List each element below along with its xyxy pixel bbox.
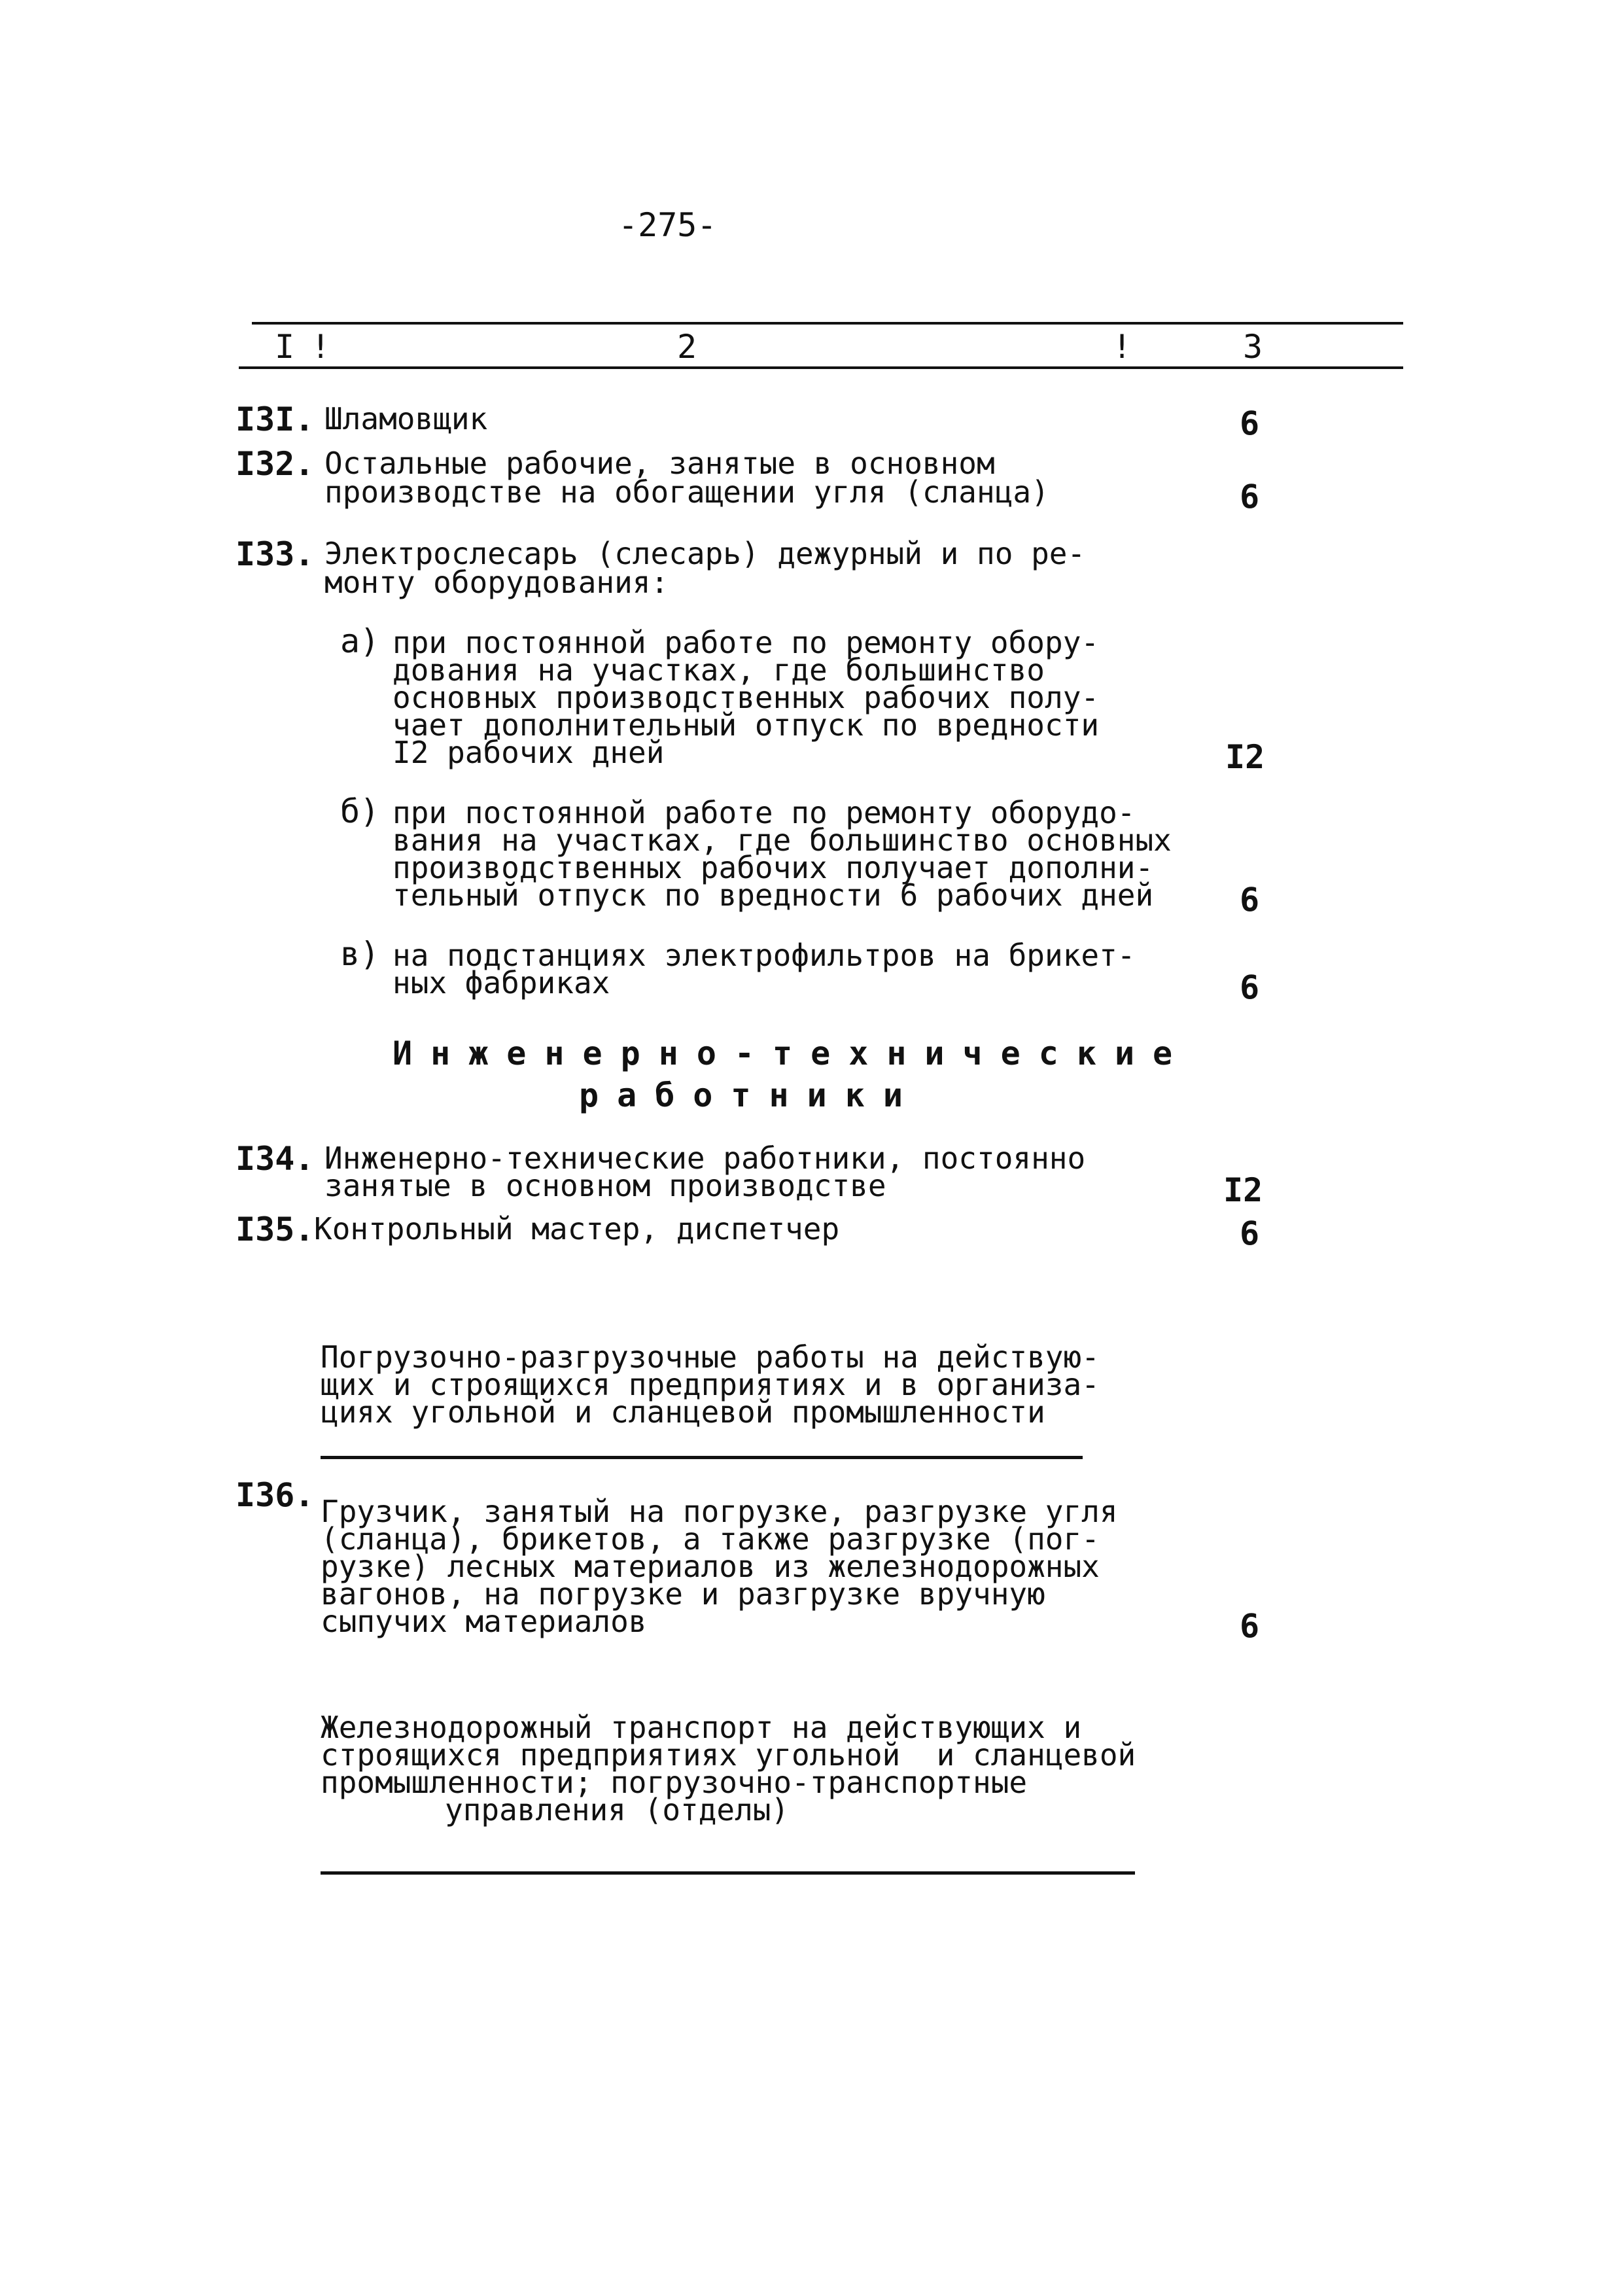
row-text: рузке) лесных материалов из железнодорожных (321, 1549, 1100, 1584)
subitem-text: ных фабриках (393, 965, 610, 1000)
subitem-text: I2 рабочих дней (393, 735, 665, 770)
row-text: Шламовщик (324, 401, 488, 436)
row-text: Грузчик, занятый на погрузке, разгрузке угля (321, 1494, 1118, 1529)
subitem-label: а) (340, 622, 380, 660)
subitem-text: при постоянной работе по ремонту обору- (393, 625, 1100, 660)
row-value: 6 (1240, 404, 1260, 442)
subitem-text: производственных рабочих получает дополни- (393, 850, 1154, 885)
row-text: монту оборудования: (324, 565, 669, 600)
row-text: производстве на обогащении угля (сланца) (324, 474, 1049, 510)
heading-line: строящихся предприятиях угольной и сланцевой (321, 1737, 1136, 1773)
subitem-label: в) (340, 935, 380, 973)
header-sep1: ! (311, 328, 331, 366)
header-sep2: ! (1112, 328, 1132, 366)
row-text: сыпучих материалов (321, 1604, 647, 1639)
subitem-text: дования на участках, где большинство (393, 652, 1045, 688)
subitem-text: чает дополнительный отпуск по вредности (393, 707, 1100, 743)
subitem-text: на подстанциях электрофильтров на брикет- (393, 938, 1136, 973)
row-text: Электрослесарь (слесарь) дежурный и по ре- (324, 536, 1086, 571)
header-col2: 2 (677, 328, 697, 366)
page-number: -275- (618, 206, 717, 244)
section-divider (321, 1871, 1135, 1875)
subitem-text: тельный отпуск по вредности 6 рабочих дней (393, 877, 1154, 913)
row-number: I36. (236, 1476, 315, 1514)
heading-line: циях угольной и сланцевой промышленности (321, 1394, 1045, 1430)
row-value: 6 (1240, 1607, 1260, 1645)
subitem-text: при постоянной работе по ремонту оборудо- (393, 795, 1136, 830)
subitem-value: I2 (1225, 738, 1265, 776)
row-value: 6 (1240, 1214, 1260, 1252)
row-text: (сланца), брикетов, а также разгрузке (пог- (321, 1521, 1100, 1557)
row-value: I2 (1223, 1171, 1263, 1209)
row-number: I3I. (236, 400, 315, 438)
subitem-text: основных производственных рабочих полу- (393, 680, 1100, 715)
subitem-value: 6 (1240, 968, 1260, 1006)
heading-line: промышленности; погрузочно-транспортные (321, 1765, 1028, 1800)
row-value: 6 (1240, 478, 1260, 516)
heading-line: щих и строящихся предприятиях и в организа- (321, 1367, 1100, 1402)
row-number: I35. (236, 1210, 315, 1248)
heading-line: Погрузочно-разгрузочные работы на действую- (321, 1339, 1100, 1375)
heading-line: Железнодорожный транспорт на действующих и (321, 1710, 1082, 1745)
row-text: занятые в основном производстве (324, 1168, 886, 1203)
row-number: I34. (236, 1140, 315, 1178)
row-text: вагонов, на погрузке и разгрузке вручную (321, 1576, 1045, 1612)
section-divider (321, 1456, 1083, 1459)
subitem-label: б) (340, 792, 380, 830)
row-number: I33. (236, 535, 315, 573)
row-text: Инженерно-технические работники, постоянно (324, 1140, 1086, 1176)
header-bottom-rule (239, 366, 1403, 369)
section-heading-line2: работники (579, 1076, 921, 1114)
row-text: Контрольный мастер, диспетчер (314, 1211, 840, 1246)
header-top-rule (252, 322, 1403, 325)
section-heading-line1: Инженерно-технические (393, 1034, 1191, 1072)
subitem-value: 6 (1240, 881, 1260, 919)
header-col3: 3 (1243, 328, 1263, 366)
subitem-text: вания на участках, где большинство основных (393, 822, 1172, 858)
row-text: Остальные рабочие, занятые в основном (324, 446, 995, 481)
header-col1: I (275, 328, 295, 366)
heading-line: управления (отделы) (445, 1792, 790, 1828)
row-number: I32. (236, 445, 315, 483)
